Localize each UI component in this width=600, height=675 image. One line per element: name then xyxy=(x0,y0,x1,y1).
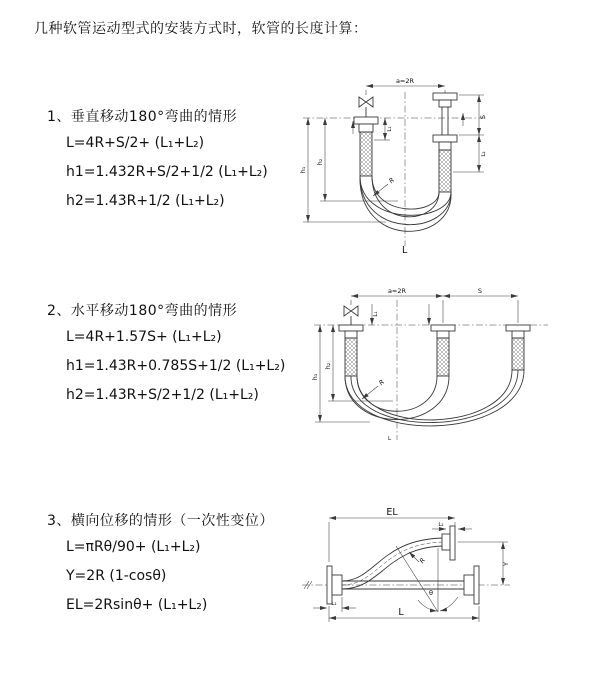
svg-text:L₁: L₁ xyxy=(373,311,379,317)
svg-text:θ: θ xyxy=(429,589,433,597)
length-label: L xyxy=(402,245,408,256)
dimension-l1 xyxy=(313,597,356,612)
svg-text:h₁: h₁ xyxy=(311,373,319,381)
hose-loops xyxy=(345,370,524,426)
formula-L: L=πRθ/90+ (L₁+L₂) xyxy=(66,539,201,555)
right-fitting xyxy=(506,325,530,370)
dimension-l xyxy=(329,606,479,622)
braid-section xyxy=(360,132,372,176)
formula-Y: Y=2R (1-cosθ) xyxy=(66,568,167,584)
diagram-vertical-180-bend xyxy=(298,70,570,262)
svg-text:EL: EL xyxy=(386,507,398,518)
valve-icon xyxy=(359,97,373,117)
valve-icon xyxy=(344,306,358,325)
braid-section xyxy=(512,338,524,370)
svg-text:L₁: L₁ xyxy=(387,126,393,132)
right-fitting xyxy=(464,566,479,604)
section-1 xyxy=(47,107,268,221)
svg-text:h₂: h₂ xyxy=(324,362,332,370)
svg-text:L₁: L₁ xyxy=(331,601,337,607)
dimension-l2 xyxy=(453,135,487,172)
section-3-heading: 3、横向位移的情形（一次性变位） xyxy=(47,513,274,529)
dimension-a2r xyxy=(366,77,445,95)
svg-text:h₂: h₂ xyxy=(316,158,324,166)
formula-h2: h2=1.43R+S/2+1/2 (L₁+L₂) xyxy=(66,387,259,403)
dimension-l1 xyxy=(372,304,379,325)
formula-h2: h2=1.43R+1/2 (L₁+L₂) xyxy=(66,193,225,209)
page-title: 几种软管运动型式的安装方式时，软管的长度计算： xyxy=(34,21,368,37)
formula-L: L=4R+1.57S+ (L₁+L₂) xyxy=(66,329,222,345)
svg-text:a=2R: a=2R xyxy=(395,77,415,85)
length-label: L xyxy=(388,436,392,442)
section-2-heading: 2、水平移动180°弯曲的情形 xyxy=(47,303,238,319)
dimension-el xyxy=(329,507,455,562)
braid-section xyxy=(439,150,451,192)
radius-label xyxy=(373,176,396,196)
svg-text:a=2R: a=2R xyxy=(387,287,407,295)
dimension-h2 xyxy=(324,325,393,401)
svg-text:L: L xyxy=(398,607,404,618)
diagram-horizontal-180-bend xyxy=(308,282,590,452)
right-fitting xyxy=(433,93,457,192)
dimension-h2 xyxy=(316,118,398,201)
middle-fitting xyxy=(431,325,455,376)
left-fitting xyxy=(339,325,363,376)
svg-text:L₂: L₂ xyxy=(438,522,444,528)
svg-text:Y: Y xyxy=(502,562,510,566)
dimension-s xyxy=(443,287,518,323)
svg-text:S: S xyxy=(477,287,483,295)
braid-section xyxy=(345,338,357,376)
braid-section xyxy=(437,338,449,376)
svg-text:S: S xyxy=(479,114,487,120)
left-fitting xyxy=(327,566,342,604)
hose-loops xyxy=(360,176,451,231)
formula-h1: h1=1.43R+0.785S+1/2 (L₁+L₂) xyxy=(66,358,286,374)
dimension-h1 xyxy=(299,118,386,222)
section-1-heading: 1、垂直移动180°弯曲的情形 xyxy=(47,109,238,125)
section-3 xyxy=(47,511,274,625)
formula-EL: EL=2Rsinθ+ (L₁+L₂) xyxy=(66,597,208,613)
diagram-lateral-displacement xyxy=(298,498,590,670)
section-2 xyxy=(47,301,285,415)
left-fitting xyxy=(354,117,378,176)
radius-label xyxy=(362,378,386,399)
formula-h1: h1=1.432R+S/2+1/2 (L₁+L₂) xyxy=(66,164,268,180)
svg-text:L₂: L₂ xyxy=(481,151,487,157)
svg-text:R: R xyxy=(377,377,387,387)
svg-text:R: R xyxy=(417,556,427,566)
upper-fitting xyxy=(442,526,455,560)
svg-text:R: R xyxy=(387,175,397,185)
radius-construction xyxy=(396,546,438,612)
svg-text:h₁: h₁ xyxy=(299,166,307,174)
formula-L: L=4R+S/2+ (L₁+L₂) xyxy=(66,135,205,151)
